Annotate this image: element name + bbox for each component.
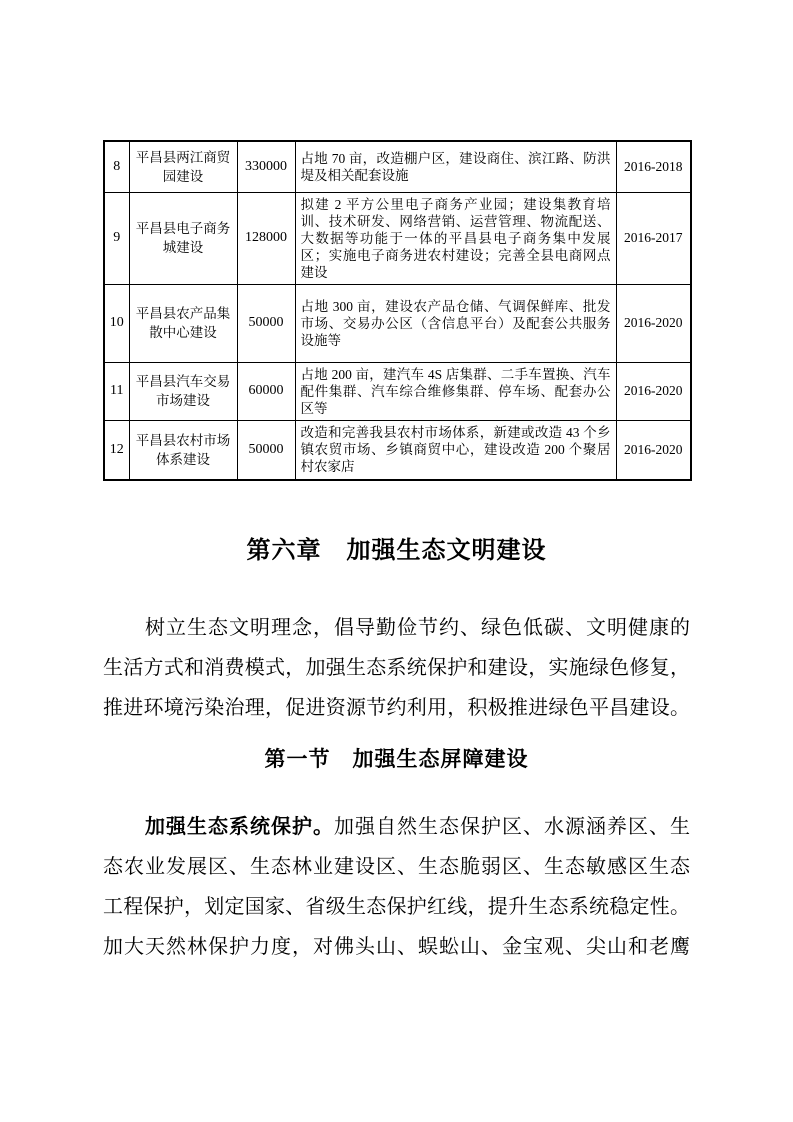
project-table xyxy=(103,140,692,481)
paragraph-line: 工程保护，划定国家、省级生态保护红线，提升生态系统稳定性。 xyxy=(103,896,690,918)
project-name: 平昌县农村市场体系建设 xyxy=(129,420,237,480)
row-index: 9 xyxy=(104,192,129,284)
row-index: 11 xyxy=(104,362,129,420)
project-amount: 50000 xyxy=(237,284,295,362)
project-name: 平昌县两江商贸园建设 xyxy=(129,141,237,192)
body-paragraph xyxy=(103,807,690,967)
project-years: 2016-2017 xyxy=(616,192,691,284)
paragraph-line: 生活方式和消费模式，加强生态系统保护和建设，实施绿色修复， xyxy=(103,657,690,679)
project-desc: 拟建 2 平方公里电子商务产业园；建设集教育培训、技术研发、网络营销、运营管理、物流配送、大数据等功能于一体的平昌县电子商务集中发展区；实施电子商务进农村建设；完善全县电商网点建设 xyxy=(295,192,616,284)
table-row xyxy=(104,420,691,480)
paragraph-line: 树立生态文明理念，倡导勤俭节约、绿色低碳、文明健康的 xyxy=(145,617,690,639)
paragraph-line: 态农业发展区、生态林业建设区、生态脆弱区、生态敏感区生态 xyxy=(103,856,690,878)
project-amount: 50000 xyxy=(237,420,295,480)
project-desc: 改造和完善我县农村市场体系，新建或改造 43 个乡镇农贸市场、乡镇商贸中心，建设改造 200 个聚居村农家店 xyxy=(295,420,616,480)
paragraph-line-text: 加强自然生态保护区、水源涵养区、生 xyxy=(334,816,690,838)
project-desc: 占地 200 亩，建汽车 4S 店集群、二手车置换、汽车配件集群、汽车综合维修集群、停车场、配套办公区等 xyxy=(295,362,616,420)
project-amount: 128000 xyxy=(237,192,295,284)
paragraph-line: 推进环境污染治理，促进资源节约利用，积极推进绿色平昌建设。 xyxy=(103,697,690,719)
table-row xyxy=(104,284,691,362)
intro-paragraph xyxy=(103,608,690,728)
project-name: 平昌县农产品集散中心建设 xyxy=(129,284,237,362)
project-amount: 330000 xyxy=(237,141,295,192)
paragraph-line xyxy=(103,807,690,847)
table-row xyxy=(104,192,691,284)
chapter-heading: 第六章 加强生态文明建设 xyxy=(246,537,547,564)
project-years: 2016-2020 xyxy=(616,420,691,480)
project-desc: 占地 300 亩，建设农产品仓储、气调保鲜库、批发市场、交易办公区（含信息平台）及配套公共服务设施等 xyxy=(295,284,616,362)
row-index: 8 xyxy=(104,141,129,192)
row-index: 10 xyxy=(104,284,129,362)
section-heading: 第一节 加强生态屏障建设 xyxy=(264,747,529,771)
paragraph-line: 加大天然林保护力度，对佛头山、蜈蚣山、金宝观、尖山和老鹰 xyxy=(103,936,690,958)
row-index: 12 xyxy=(104,420,129,480)
paragraph-lead-bold: 加强生态系统保护。 xyxy=(145,816,334,838)
table-row xyxy=(104,141,691,192)
project-name: 平昌县电子商务城建设 xyxy=(129,192,237,284)
project-desc: 占地 70 亩，改造棚户区，建设商住、滨江路、防洪堤及相关配套设施 xyxy=(295,141,616,192)
project-years: 2016-2020 xyxy=(616,284,691,362)
project-amount: 60000 xyxy=(237,362,295,420)
table-row xyxy=(104,362,691,420)
project-years: 2016-2020 xyxy=(616,362,691,420)
project-years: 2016-2018 xyxy=(616,141,691,192)
project-name: 平昌县汽车交易市场建设 xyxy=(129,362,237,420)
